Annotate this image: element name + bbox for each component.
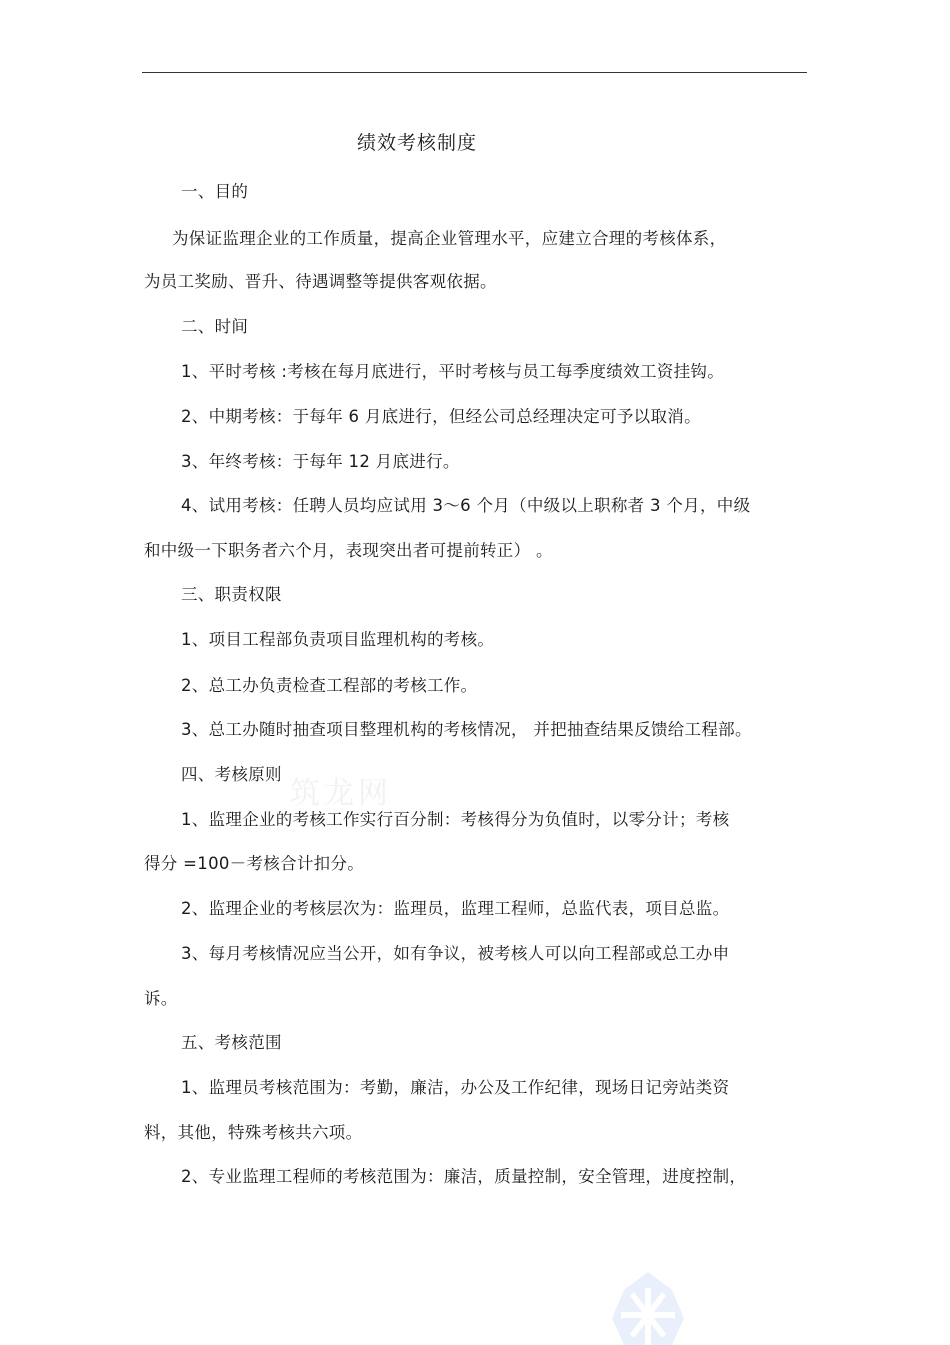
paragraph-line: 3、每月考核情况应当公开，如有争议，被考核人可以向工程部或总工办申 bbox=[181, 944, 730, 963]
watermark-text: 筑龙网 bbox=[290, 776, 392, 811]
paragraph-line: 3、总工办随时抽查项目整理机构的考核情况， 并把抽查结果反馈给工程部。 bbox=[181, 720, 752, 739]
section-heading: 二、时间 bbox=[181, 317, 249, 336]
paragraph-line: 1、平时考核 :考核在每月底进行，平时考核与员工每季度绩效工资挂钩。 bbox=[181, 362, 725, 381]
paragraph-line: 3、年终考核：于每年 12 月底进行。 bbox=[181, 452, 460, 471]
section-heading: 三、职责权限 bbox=[181, 585, 282, 604]
section-heading: 一、目的 bbox=[181, 182, 249, 201]
section-heading: 四、考核原则 bbox=[181, 765, 282, 784]
paragraph-line: 1、项目工程部负责项目监理机构的考核。 bbox=[181, 630, 495, 649]
paragraph-line: 1、监理员考核范围为：考勤，廉洁，办公及工作纪律，现场日记旁站类资 bbox=[181, 1078, 730, 1097]
snowflake-logo-icon bbox=[588, 1268, 708, 1345]
paragraph-line: 为员工奖励、晋升、待遇调整等提供客观依据。 bbox=[144, 272, 497, 291]
paragraph-line: 2、中期考核：于每年 6 月底进行，但经公司总经理决定可予以取消。 bbox=[181, 407, 701, 426]
paragraph-line: 2、总工办负责检查工程部的考核工作。 bbox=[181, 676, 478, 695]
paragraph-line: 1、监理企业的考核工作实行百分制：考核得分为负值时，以零分计；考核 bbox=[181, 810, 730, 829]
paragraph-line: 2、专业监理工程师的考核范围为：廉洁，质量控制，安全管理，进度控制， bbox=[181, 1167, 747, 1186]
header-rule bbox=[142, 72, 807, 73]
paragraph-line: 得分 =100－考核合计扣分。 bbox=[144, 854, 365, 873]
document-title: 绩效考核制度 bbox=[357, 132, 478, 154]
paragraph-line: 和中级一下职务者六个月，表现突出者可提前转正） 。 bbox=[144, 541, 553, 560]
paragraph-line: 诉。 bbox=[144, 989, 178, 1008]
paragraph-line: 为保证监理企业的工作质量，提高企业管理水平，应建立合理的考核体系， bbox=[172, 229, 727, 248]
section-heading: 五、考核范围 bbox=[181, 1033, 282, 1052]
paragraph-line: 4、试用考核：任聘人员均应试用 3～6 个月（中级以上职称者 3 个月，中级 bbox=[181, 496, 751, 515]
paragraph-line: 2、监理企业的考核层次为：监理员，监理工程师，总监代表，项目总监。 bbox=[181, 899, 730, 918]
paragraph-line: 料，其他，特殊考核共六项。 bbox=[144, 1123, 363, 1142]
